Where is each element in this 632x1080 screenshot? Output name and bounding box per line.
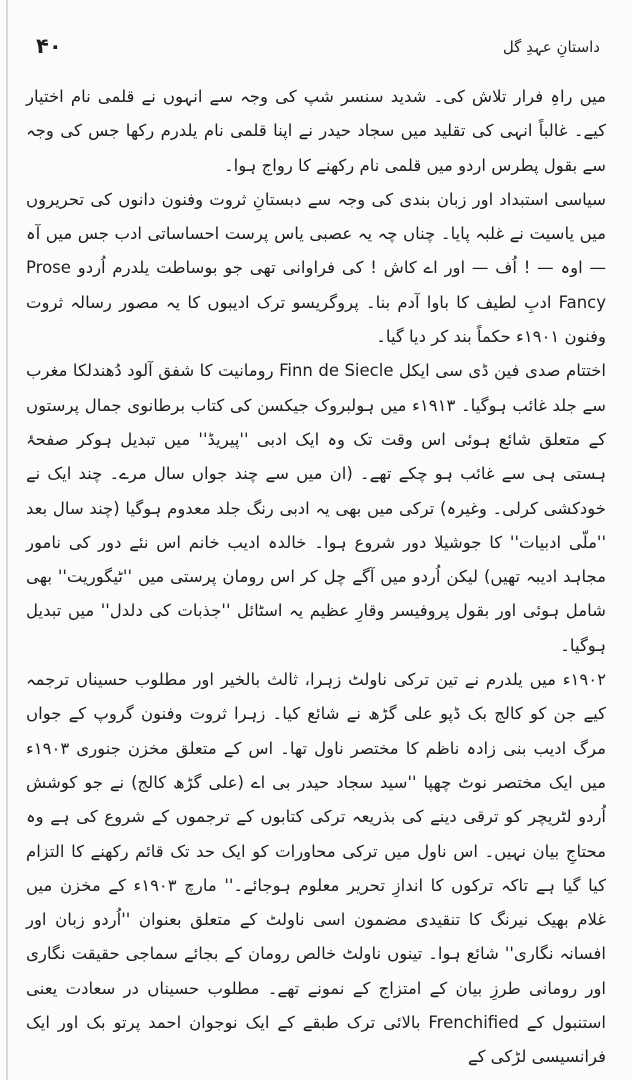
paragraph: سیاسی استبداد اور زبان بندی کی وجہ سے دبستانِ ثروت وفنون دانوں کی تحریروں میں یاسیت نے غلبہ پایا۔ چناں چہ یہ عصبی یاس پرست احساساتی ادب جس میں آہ — اوہ — ! اُف — اور اے کاش ! کی فراوانی تھی جو بوساطت یلدرم اُردو Prose Fancy ادبِ لطیف کا باوا آدم بنا۔ پروگریسو ترک ادیبوں کا یہ مصور رسالہ ثروت وفنون ۱۹۰۱ء حکماً بند کر دیا گیا۔ (26, 189, 606, 347)
page-number: ۴۰ (36, 34, 62, 58)
paragraph: میں راہِ فرار تلاش کی۔ شدید سنسر شپ کی وجہ سے انہوں نے قلمی نام اختیار کیے۔ غالباً انہی کی تقلید میں سجاد حیدر نے اپنا قلمی نام یلدرم رکھا جس کی وجہ سے بقول پطرس اردو میں قلمی نام رکھنے کا رواج ہوا۔ (26, 87, 606, 175)
paragraph: ۱۹۰۲ء میں یلدرم نے تین ترکی ناولٹ زہرا، ثالث بالخیر اور مطلوب حسیناں ترجمہ کیے جن کو کالج بک ڈپو علی گڑھ نے شائع کیا۔ زہرا ثروت وفنون گروپ کے جواں مرگ ادیب بنی زادہ ناظم کا مختصر ناول تھا۔ اس کے متعلق مخزن جنوری ۱۹۰۳ء میں ایک مختصر نوٹ چھپا ''سید سجاد حیدر بی اے (علی گڑھ کالج) نے جو کوشش اُردو لٹریچر کو ترقی دینے کی بذریعہ ترکی کتابوں کے ترجموں کے شروع کی ہے وہ محتاجِ بیان نہیں۔ اس ناول میں ترکی محاورات کو ایک حد تک قائم رکھنے کا التزام کیا گیا ہے تاکہ ترکوں کا اندازِ تحریر معلوم ہوجائے۔'' مارچ ۱۹۰۳ء کے مخزن میں غلام بھیک نیرنگ کا تنقیدی مضمون اسی ناولٹ کے متعلق بعنوان ''اُردو زبان اور افسانہ نگاری'' شائع ہوا۔ تینوں ناولٹ خالص رومان کے بجائے سماجی حقیقت نگاری اور رومانی طرزِ بیان کے امتزاج کے نمونے تھے۔ مطلوب حسیناں در سعادت یعنی استنبول کے Frenchified بالائی ترک طبقے کے ایک نوجوان احمد پرتو بک اور ایک فرانسیسی لڑکی کے (26, 670, 606, 1067)
page-edge-shadow (6, 0, 8, 1080)
body-text (26, 80, 606, 1075)
paragraph: اختتام صدی فین ڈی سی ایکل Finn de Siecle رومانیت کا شفق آلود دُھندلکا مغرب سے جلد غائب ہوگیا۔ ۱۹۱۳ء میں ہولبروک جیکسن کی کتاب برطانوی جمال پرستوں کے متعلق شائع ہوئی اس وقت تک وہ ایک ادبی ''پیریڈ'' میں تبدیل ہوکر صفحۂ ہستی ہی سے غائب ہو چکے تھے۔ (ان میں سے چند جواں سال مرے۔ چند ایک نے خودکشی کرلی۔ وغیرہ) ترکی میں بھی یہ ادبی رنگ جلد معدوم ہوگیا (چند سال بعد ''ملّی ادبیات'' کا جوشیلا دور شروع ہوا۔ خالدہ ادیب خانم اس نئے دور کی نامور مجاہد ادیبہ تھیں) لیکن اُردو میں آگے چل کر اس رومان پرستی میں ''ٹیگوریت'' بھی شامل ہوئی اور بقول پروفیسر وقارِ عظیم یہ اسٹائل ''جذبات کی دلدل'' میں تبدیل ہوگیا۔ (26, 361, 607, 655)
page-header (28, 34, 604, 70)
running-title: داستانِ عہدِ گل (502, 38, 600, 56)
